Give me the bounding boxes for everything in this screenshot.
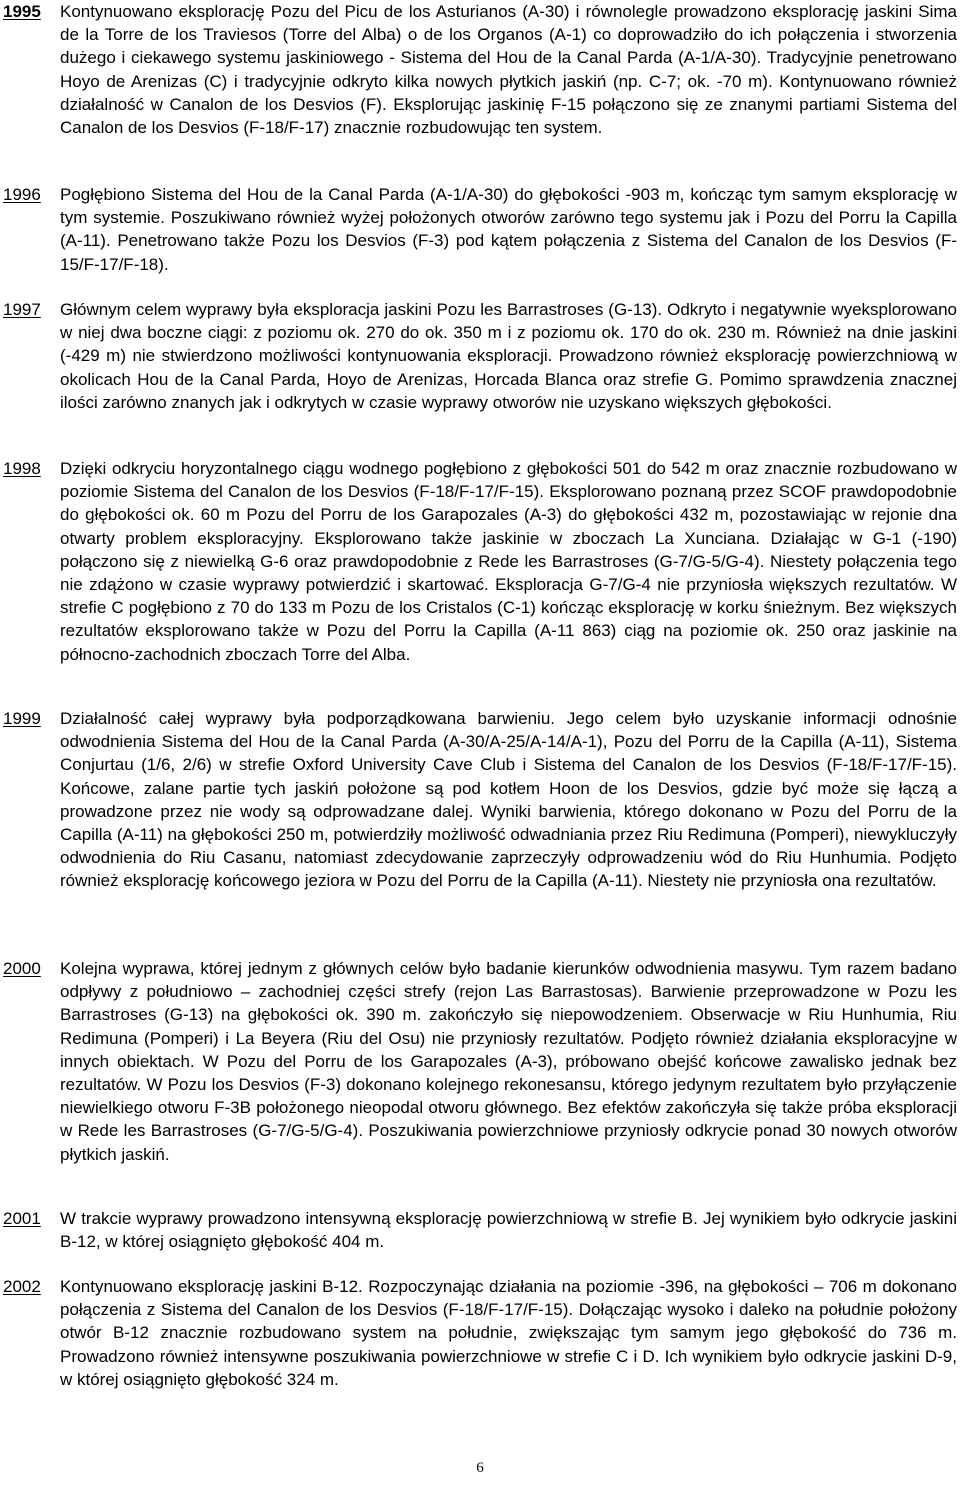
year-entry-1999	[3, 707, 957, 893]
year-label: 1995	[3, 2, 41, 21]
entry-text: Kontynuowano eksplorację Pozu del Picu de los Asturianos (A-30) i równolegle prowadzono eksplorację jaskini Sima de la Torre de los Traviesos (Torre del Alba) o de los Organos (A-1) co doprowadziło do ich połączenia i stworzenia dużego i ciekawego systemu jaskiniowego - Sistema del Hou de la Canal Parda (A-1/A-30). Tradycyjnie penetrowano Hoyo de Arenizas (C) i tradycyjnie odkryto kilka nowych płytkich jaskiń (np. C-7; ok. -70 m). Kontynuowano również działalność w Canalon de los Desvios (F). Eksplorując jaskinię F-15 połączono się ze znanymi partiami Sistema del Canalon de los Desvios (F-18/F-17) znacznie rozbudowując ten system.	[60, 2, 957, 138]
year-entry-2002	[3, 1275, 957, 1391]
year-entry-1996	[3, 183, 957, 276]
year-entry-2001	[3, 1207, 957, 1253]
entry-text: Działalność całej wyprawy była podporządkowana barwieniu. Jego celem było uzyskanie informacji odnośnie odwodnienia Sistema del Hou de la Canal Parda (A-30/A-25/A-14/A-1), Pozu del Porru de la Capilla (A-11), Sistema Conjurtau (1/6, 2/6) w strefie Oxford University Cave Club i Sistema del Canalon de los Desvios (F-18/F-17/F-15). Końcowe, zalane partie tych jaskiń położone są pod kotłem Hoon de los Desvios, gdzie być może się łączą a prowadzone przez nie wody są odprowadzane dalej. Wyniki barwienia, którego dokonano w Pozu del Porru de la Capilla (A-11) na głębokości 250 m, potwierdziły możliwość odwadniania przez Riu Redimuna (Pomperi), niewykluczyły odwodnienia do Riu Casanu, natomiast zdecydowanie zaprzeczyły odprowadzeniu wód do Riu Hunhumia. Podjęto również eksplorację końcowego jeziora w Pozu del Porru de la Capilla (A-11). Niestety nie przyniosła ona rezultatów.	[60, 709, 957, 891]
year-entry-1997	[3, 298, 957, 414]
year-label: 2001	[3, 1209, 41, 1228]
page-number: 6	[476, 1460, 484, 1476]
year-label: 1996	[3, 185, 41, 204]
year-label: 1997	[3, 300, 41, 319]
year-label: 1999	[3, 709, 41, 728]
year-entry-1995	[3, 0, 957, 139]
entry-text: Dzięki odkryciu horyzontalnego ciągu wodnego pogłębiono z głębokości 501 do 542 m oraz znacznie rozbudowano w poziomie Sistema del Canalon de los Desvios (F-18/F-17/F-15). Eksplorowano poznaną przez SCOF prawdopodobnie do głębokości ok. 60 m Pozu del Porru de los Garapozales (A-3) do głębokości 432 m, pozostawiając w rejonie dna otwarty problem eksploracyjny. Eksplorowano także jaskinie w zboczach La Xunciana. Działając w G-1 (-190) połączono się z niewielką G-6 oraz prawdopodobnie z Rede les Barrastroses (G-7/G-5/G-4). Niestety połączenia tego nie zdążono w czasie wyprawy potwierdzić i skartować. Eksploracja G-7/G-4 nie przyniosła większych rezultatów. W strefie C pogłębiono z 70 do 133 m Pozu de los Cristalos (C-1) kończąc eksplorację w korku śnieżnym. Bez większych rezultatów eksplorowano także w Pozu del Porru la Capilla (A-11 863) ciąg na poziomie ok. 250 oraz jaskinie na północno-zachodnich zboczach Torre del Alba.	[60, 459, 957, 664]
entry-text: Kolejna wyprawa, której jednym z głównych celów było badanie kierunków odwodnienia masywu. Tym razem badano odpływy z południowo – zachodniej części strefy (rejon Las Barrastosas). Barwienie przeprowadzone w Pozu les Barrastroses (G-13) na głębokości ok. 390 m. zakończyło się niepowodzeniem. Obserwacje w Riu Hunhumia, Riu Redimuna (Pomperi) i La Beyera (Riu del Osu) nie przyniosły rezultatów. Podjęto również działania eksploracyjne w innych obiektach. W Pozu del Porru de los Garapozales (A-3), próbowano obejść końcowe zawalisko jednak bez rezultatów. W Pozu los Desvios (F-3) dokonano kolejnego rekonesansu, którego jedynym rezultatem było przyłączenie niewielkiego otworu F-3B położonego nieopodal otworu głównego. Bez efektów zakończyła się także próba eksploracji w Rede les Barrastroses (G-7/G-5/G-4). Poszukiwania powierzchniowe przyniosły odkrycie ponad 30 nowych otworów płytkich jaskiń.	[60, 959, 957, 1164]
year-label: 2002	[3, 1277, 41, 1296]
year-entry-2000	[3, 957, 957, 1166]
year-label: 2000	[3, 959, 41, 978]
entry-text: W trakcie wyprawy prowadzono intensywną eksplorację powierzchniową w strefie B. Jej wynikiem było odkrycie jaskini B-12, w której osiągnięto głębokość 404 m.	[60, 1209, 957, 1252]
year-label: 1998	[3, 459, 41, 478]
entry-text: Kontynuowano eksplorację jaskini B-12. Rozpoczynając działania na poziomie -396, na głębokości – 706 m dokonano połączenia z Sistema del Canalon de los Desvios (F-18/F-17/F-15). Dołączając wysoko i daleko na południe położony otwór B-12 znacznie rozbudowano system na południe, zwiększając tym samym jego głębokość do 736 m. Prowadzono również intensywne poszukiwania powierzchniowe w strefie C i D. Ich wynikiem było odkrycie jaskini D-9, w której osiągnięto głębokość 324 m.	[60, 1277, 957, 1389]
year-entry-1998	[3, 457, 957, 666]
entry-text: Pogłębiono Sistema del Hou de la Canal Parda (A-1/A-30) do głębokości -903 m, kończąc tym samym eksplorację w tym systemie. Poszukiwano również wyżej położonych otworów zarówno tego systemu jak i Pozu del Porru la Capilla (A-11). Penetrowano także Pozu los Desvios (F-3) pod kątem połączenia z Sistema del Canalon de los Desvios (F-15/F-17/F-18).	[60, 185, 957, 274]
entry-text: Głównym celem wyprawy była eksploracja jaskini Pozu les Barrastroses (G-13). Odkryto i negatywnie wyeksplorowano w niej dwa boczne ciągi: z poziomu ok. 270 do ok. 350 m i z poziomu ok. 170 do ok. 230 m. Również na dnie jaskini (-429 m) nie stwierdzono możliwości kontynuowania eksploracji. Prowadzono również eksplorację powierzchniową w okolicach Hou de la Canal Parda, Hoyo de Arenizas, Horcada Blanca oraz strefie G. Pomimo sprawdzenia znacznej ilości zarówno znanych jak i odkrytych w czasie wyprawy otworów nie uzyskano większych głębokości.	[60, 300, 957, 412]
